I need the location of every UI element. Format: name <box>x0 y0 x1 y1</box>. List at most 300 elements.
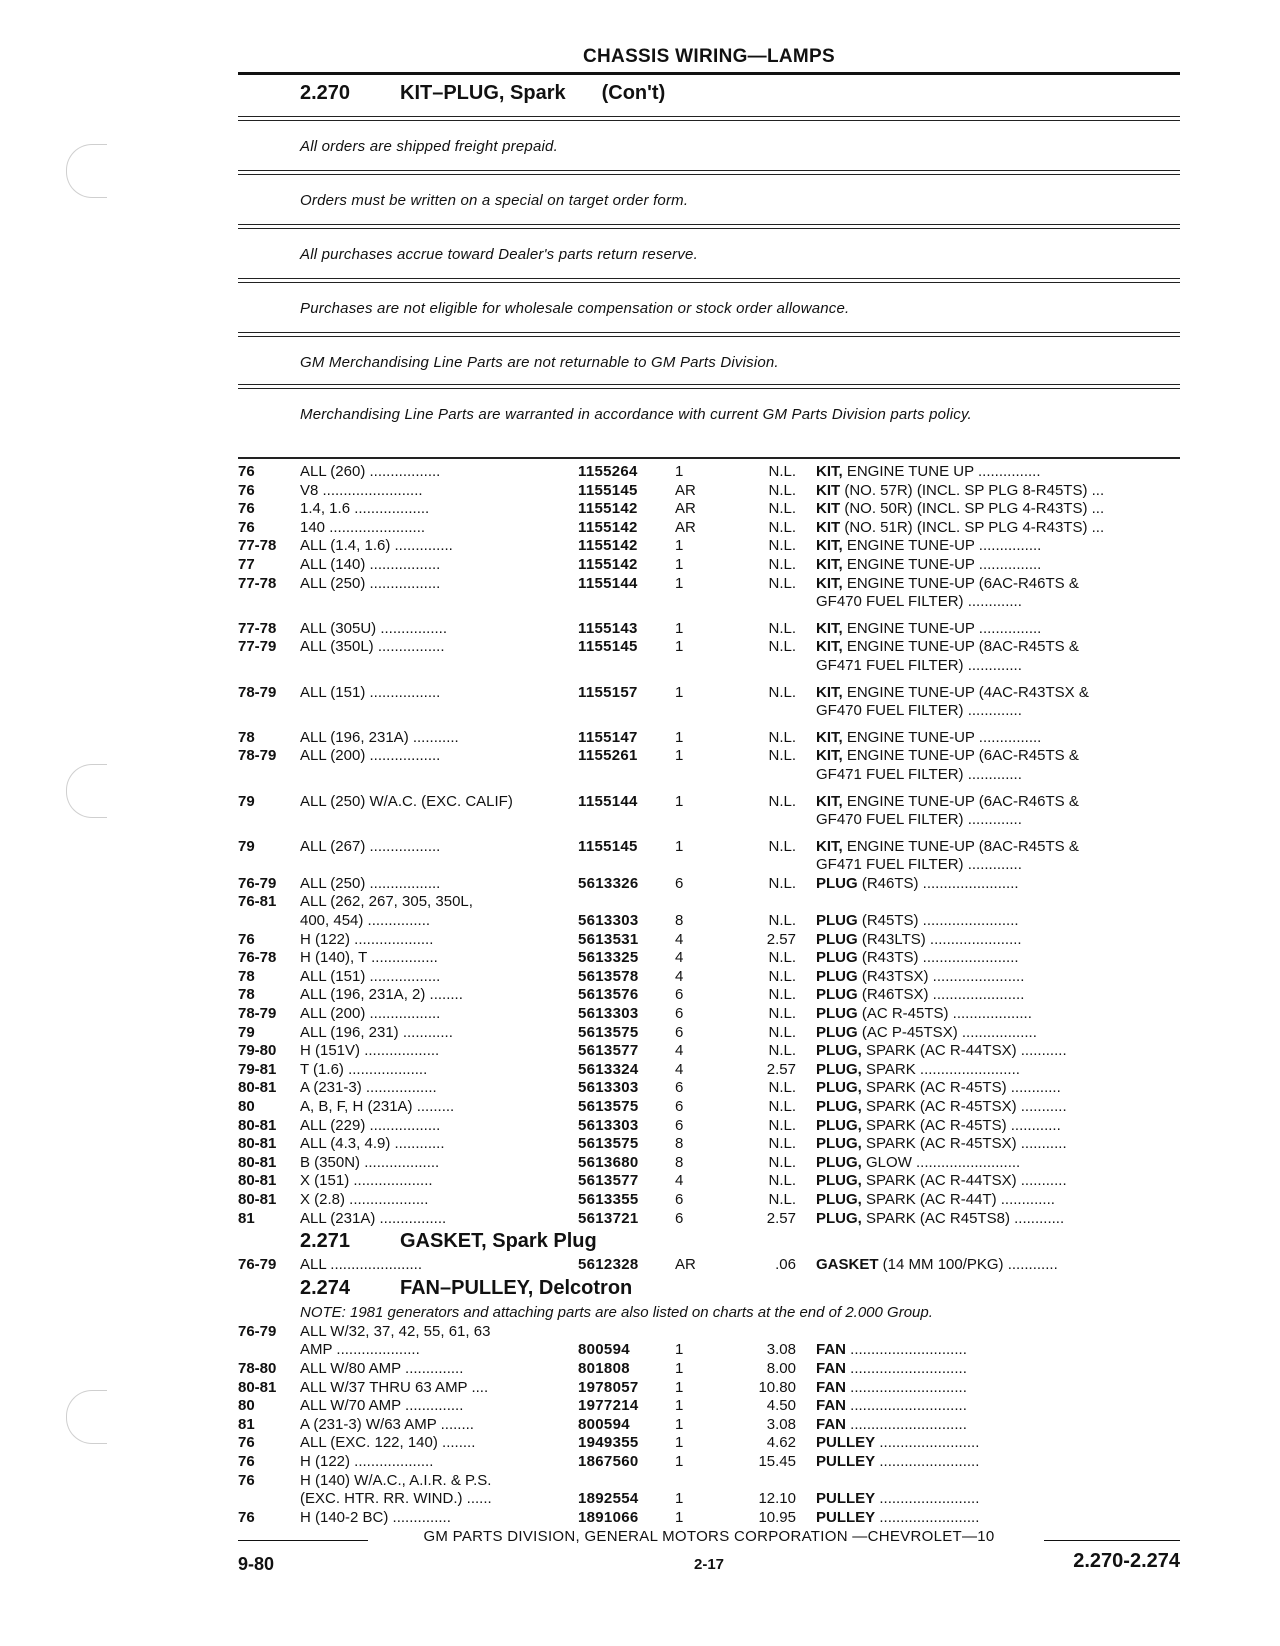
quantity: 1 <box>675 537 684 555</box>
price: N.L. <box>768 574 796 592</box>
description-keyword: PULLEY <box>816 1490 876 1508</box>
description-keyword: PLUG <box>816 1005 858 1023</box>
model-year: 78-79 <box>238 1005 277 1023</box>
price: 2.57 <box>766 1209 796 1227</box>
description-text: ............................ <box>846 1397 967 1415</box>
table-row <box>238 1323 1180 1342</box>
table-row <box>238 482 1180 501</box>
model-year: 76 <box>238 518 255 536</box>
section-title: GASKET, Spark Plug <box>400 1230 597 1253</box>
quantity: 1 <box>675 555 684 573</box>
table-row <box>238 986 1180 1005</box>
parts-table <box>238 463 1180 1527</box>
model-year: 77-79 <box>238 638 277 656</box>
part-number: 5612328 <box>578 1256 639 1274</box>
table-row <box>238 856 1180 875</box>
description-keyword: KIT, <box>816 747 843 765</box>
notice-text: All purchases accrue toward Dealer's parts return reserve. <box>300 246 698 263</box>
description-keyword: FAN <box>816 1341 846 1359</box>
quantity: 1 <box>675 619 684 637</box>
description <box>816 931 1180 950</box>
description-text: GF471 FUEL FILTER) ............. <box>816 656 1022 674</box>
description <box>816 1210 1180 1229</box>
application: X (151) ................... <box>300 1172 433 1190</box>
model-year: 79-80 <box>238 1042 277 1060</box>
notice-rule <box>238 282 1180 283</box>
table-row <box>238 684 1180 703</box>
price: N.L. <box>768 619 796 637</box>
model-year: 78-79 <box>238 747 277 765</box>
description <box>816 1079 1180 1098</box>
quantity: 6 <box>675 1116 684 1134</box>
quantity: 1 <box>675 1397 684 1415</box>
application: ALL (231A) ................ <box>300 1209 447 1227</box>
price: N.L. <box>768 537 796 555</box>
table-row <box>238 1117 1180 1136</box>
table-row <box>238 702 1180 721</box>
description-keyword: KIT, <box>816 683 843 701</box>
binder-hole-bottom <box>66 1390 107 1444</box>
part-number: 5613303 <box>578 912 639 930</box>
quantity: 1 <box>675 463 684 480</box>
application: ALL (EXC. 122, 140) ........ <box>300 1434 476 1452</box>
application: H (140), T ................ <box>300 949 438 967</box>
application: ALL W/37 THRU 63 AMP .... <box>300 1378 489 1396</box>
table-row <box>238 500 1180 519</box>
part-number: 1867560 <box>578 1452 639 1470</box>
application: ALL W/80 AMP .............. <box>300 1359 464 1377</box>
quantity: 4 <box>675 1060 684 1078</box>
price: N.L. <box>768 1135 796 1153</box>
header-rule <box>238 72 1180 75</box>
model-year: 76-79 <box>238 1256 277 1274</box>
description <box>816 838 1180 857</box>
application: ALL (229) ................. <box>300 1116 441 1134</box>
application: ALL (196, 231A) ........... <box>300 728 459 746</box>
part-number: 5613577 <box>578 1042 639 1060</box>
row-gap <box>238 785 1180 793</box>
price: N.L. <box>768 949 796 967</box>
description <box>816 1154 1180 1173</box>
price: 4.62 <box>766 1434 796 1452</box>
part-number: 5613576 <box>578 986 639 1004</box>
table-row <box>238 747 1180 766</box>
quantity: 8 <box>675 1135 684 1153</box>
application: ALL (196, 231) ............ <box>300 1023 453 1041</box>
application: 1.4, 1.6 .................. <box>300 500 430 518</box>
model-year: 76 <box>238 1434 255 1452</box>
description-keyword: KIT, <box>816 792 843 810</box>
description <box>816 729 1180 748</box>
notice-text: All orders are shipped freight prepaid. <box>300 138 558 155</box>
description-text: ENGINE TUNE-UP (8AC-R45TS & <box>842 837 1079 855</box>
description-text: GF471 FUEL FILTER) ............. <box>816 765 1022 783</box>
description-keyword: KIT, <box>816 537 843 555</box>
description <box>816 1360 1180 1379</box>
model-year: 76 <box>238 930 255 948</box>
description-keyword: GASKET <box>816 1256 879 1274</box>
description <box>816 875 1180 894</box>
table-row <box>238 729 1180 748</box>
description-text: GF471 FUEL FILTER) ............. <box>816 856 1022 874</box>
description-keyword: PLUG, <box>816 1060 862 1078</box>
description-keyword: PLUG, <box>816 1098 862 1115</box>
quantity: 6 <box>675 1190 684 1208</box>
quantity: 1 <box>675 1452 684 1470</box>
notice-rule <box>238 120 1180 121</box>
description-text: (R45TS) ....................... <box>857 912 1019 930</box>
model-year: 76-79 <box>238 874 277 892</box>
application: ALL (250) ................. <box>300 574 441 592</box>
description <box>816 1256 1180 1275</box>
price: 3.08 <box>766 1415 796 1433</box>
application: ALL W/70 AMP .............. <box>300 1397 464 1415</box>
description-text: ENGINE TUNE UP ............... <box>842 463 1041 480</box>
description <box>816 1379 1180 1398</box>
model-year: 76 <box>238 1452 255 1470</box>
description <box>816 912 1180 931</box>
model-year: 80 <box>238 1397 255 1415</box>
description-text: ENGINE TUNE-UP (4AC-R43TSX & <box>842 683 1089 701</box>
description-text: SPARK (AC R-45TSX) ........... <box>861 1135 1067 1153</box>
model-year: 78-79 <box>238 683 277 701</box>
notice-rule <box>238 278 1180 279</box>
price: N.L. <box>768 874 796 892</box>
description-keyword: FAN <box>816 1397 846 1415</box>
description-keyword: KIT, <box>816 638 843 656</box>
table-row <box>238 811 1180 830</box>
model-year: 80 <box>238 1098 255 1115</box>
description-text: ENGINE TUNE-UP (6AC-R46TS & <box>842 574 1079 592</box>
application: ALL (1.4, 1.6) .............. <box>300 537 453 555</box>
price: 3.08 <box>766 1341 796 1359</box>
section-title: KIT–PLUG, Spark <box>400 82 566 104</box>
catalog-page <box>238 40 1180 1630</box>
description <box>816 856 1180 875</box>
price: N.L. <box>768 1079 796 1097</box>
table-row <box>238 1098 1180 1117</box>
description-text: SPARK (AC R-44TSX) ........... <box>861 1172 1067 1190</box>
part-number: 5613303 <box>578 1116 639 1134</box>
application: V8 ........................ <box>300 481 423 499</box>
part-number: 1155142 <box>578 537 638 555</box>
price: N.L. <box>768 1172 796 1190</box>
description <box>816 593 1180 612</box>
description-keyword: PULLEY <box>816 1508 876 1526</box>
quantity: 1 <box>675 683 684 701</box>
price: N.L. <box>768 1153 796 1171</box>
table-row <box>238 1416 1180 1435</box>
footer-date: 9-80 <box>238 1554 275 1574</box>
section-number: 2.271 <box>300 1230 351 1253</box>
quantity: 8 <box>675 912 684 930</box>
price: N.L. <box>768 747 796 765</box>
price: 12.10 <box>758 1490 796 1508</box>
application: H (140) W/A.C., A.I.R. & P.S. <box>300 1471 492 1489</box>
table-row <box>238 1005 1180 1024</box>
price: N.L. <box>768 792 796 810</box>
page-title: CHASSIS WIRING—LAMPS <box>583 46 835 67</box>
quantity: 4 <box>675 1172 684 1190</box>
quantity: AR <box>675 500 696 518</box>
quantity: AR <box>675 518 696 536</box>
price: N.L. <box>768 1023 796 1041</box>
description-text: (R43TSX) ...................... <box>857 967 1025 985</box>
part-number: 5613721 <box>578 1209 639 1227</box>
quantity: 1 <box>675 747 684 765</box>
price: N.L. <box>768 1098 796 1115</box>
description-keyword: KIT, <box>816 463 843 480</box>
description-keyword: KIT <box>816 500 841 518</box>
model-year: 76 <box>238 1508 255 1526</box>
description-keyword: KIT, <box>816 837 843 855</box>
description <box>816 537 1180 556</box>
model-year: 76-81 <box>238 893 277 911</box>
part-number: 5613531 <box>578 930 639 948</box>
section-2271-heading <box>238 1228 1180 1256</box>
table-row <box>238 949 1180 968</box>
model-year: 80-81 <box>238 1190 277 1208</box>
model-year: 79 <box>238 792 255 810</box>
quantity: 6 <box>675 1079 684 1097</box>
price: 4.50 <box>766 1397 796 1415</box>
part-number: 5613355 <box>578 1190 639 1208</box>
table-row <box>238 657 1180 676</box>
description-text: GF470 FUEL FILTER) ............. <box>816 702 1022 720</box>
description-keyword: PLUG <box>816 967 858 985</box>
description-text: SPARK (AC R-45TS) ............ <box>861 1079 1061 1097</box>
description-text: (R43LTS) ...................... <box>857 930 1022 948</box>
model-year: 78-80 <box>238 1359 277 1377</box>
notice-rule <box>238 170 1180 171</box>
description-text: ENGINE TUNE-UP (6AC-R45TS & <box>842 747 1079 765</box>
description-text: ............................ <box>846 1341 967 1359</box>
model-year: 80-81 <box>238 1116 277 1134</box>
description-keyword: PLUG, <box>816 1042 862 1060</box>
quantity: AR <box>675 481 696 499</box>
part-number: 1155147 <box>578 728 638 746</box>
description-keyword: PLUG, <box>816 1135 862 1153</box>
model-year: 79 <box>238 837 255 855</box>
description-keyword: PULLEY <box>816 1434 876 1452</box>
part-number: 5613575 <box>578 1023 639 1041</box>
application: AMP .................... <box>300 1341 420 1359</box>
description-keyword: PULLEY <box>816 1452 876 1470</box>
application: X (2.8) ................... <box>300 1190 429 1208</box>
part-number: 5613303 <box>578 1005 639 1023</box>
application: 140 ....................... <box>300 518 426 536</box>
description <box>816 1117 1180 1136</box>
description <box>816 463 1180 482</box>
description <box>816 1042 1180 1061</box>
application: ALL (262, 267, 305, 350L, <box>300 893 473 911</box>
model-year: 76 <box>238 481 255 499</box>
row-gap <box>238 676 1180 684</box>
description <box>816 620 1180 639</box>
quantity: 1 <box>675 574 684 592</box>
model-year: 79-81 <box>238 1060 277 1078</box>
part-number: 5613578 <box>578 967 639 985</box>
table-row <box>238 838 1180 857</box>
price: N.L. <box>768 1005 796 1023</box>
price: N.L. <box>768 500 796 518</box>
description <box>816 1005 1180 1024</box>
table-row <box>238 463 1180 482</box>
description-text: ENGINE TUNE-UP ............... <box>842 555 1042 573</box>
model-year: 78 <box>238 967 255 985</box>
application: ALL (350L) ................ <box>300 638 445 656</box>
description <box>816 1135 1180 1154</box>
price: 8.00 <box>766 1359 796 1377</box>
part-number: 1155261 <box>578 747 638 765</box>
table-row <box>238 1434 1180 1453</box>
description <box>816 968 1180 987</box>
part-number: 1155264 <box>578 463 638 480</box>
description-text: SPARK (AC R-44T) ............. <box>861 1190 1055 1208</box>
description-text: SPARK (AC R-45TSX) ........... <box>861 1098 1067 1115</box>
model-year: 76 <box>238 463 255 480</box>
description-text: (R43TS) ....................... <box>857 949 1019 967</box>
part-number: 5613680 <box>578 1153 639 1171</box>
notice-text: Orders must be written on a special on target order form. <box>300 192 689 209</box>
table-row <box>238 968 1180 987</box>
description <box>816 811 1180 830</box>
model-year: 77-78 <box>238 574 277 592</box>
part-number: 5613326 <box>578 874 639 892</box>
footer-text: GM PARTS DIVISION, GENERAL MOTORS CORPORATION —CHEVROLET—10 <box>423 1528 995 1545</box>
description <box>816 1434 1180 1453</box>
description-keyword: FAN <box>816 1415 846 1433</box>
application: ALL (151) ................. <box>300 683 441 701</box>
price: 10.80 <box>758 1378 796 1396</box>
price: N.L. <box>768 638 796 656</box>
row-gap <box>238 721 1180 729</box>
description <box>816 949 1180 968</box>
part-number: 800594 <box>578 1415 630 1433</box>
description-text: (AC R-45TS) ................... <box>857 1005 1032 1023</box>
description-keyword: PLUG, <box>816 1079 862 1097</box>
table-row <box>238 1172 1180 1191</box>
part-number: 1155142 <box>578 518 638 536</box>
price: 2.57 <box>766 1060 796 1078</box>
section-number: 2.274 <box>300 1276 351 1299</box>
description-keyword: PLUG, <box>816 1153 862 1171</box>
quantity: 1 <box>675 837 684 855</box>
notice-rule <box>238 332 1180 333</box>
price: N.L. <box>768 1190 796 1208</box>
table-row <box>238 1061 1180 1080</box>
description <box>816 500 1180 519</box>
description <box>816 519 1180 538</box>
price: N.L. <box>768 1116 796 1134</box>
application: H (122) ................... <box>300 930 434 948</box>
application: H (122) ................... <box>300 1452 434 1470</box>
description <box>816 1509 1180 1528</box>
table-row <box>238 575 1180 594</box>
description <box>816 556 1180 575</box>
table-row <box>238 931 1180 950</box>
description-text: SPARK (AC R-44TSX) ........... <box>861 1042 1067 1060</box>
table-row <box>238 537 1180 556</box>
quantity: 1 <box>675 1490 684 1508</box>
table-row <box>238 1024 1180 1043</box>
description-text: ........................ <box>875 1508 980 1526</box>
description-text: ............................ <box>846 1415 967 1433</box>
description-text: ............................ <box>846 1378 967 1396</box>
description-keyword: FAN <box>816 1378 846 1396</box>
price: N.L. <box>768 728 796 746</box>
description-text: ENGINE TUNE-UP (8AC-R45TS & <box>842 638 1079 656</box>
application: ALL (260) ................. <box>300 463 441 480</box>
part-number: 1155142 <box>578 555 638 573</box>
quantity: 1 <box>675 638 684 656</box>
description <box>816 1191 1180 1210</box>
quantity: 6 <box>675 986 684 1004</box>
model-year: 80-81 <box>238 1378 277 1396</box>
description <box>816 1397 1180 1416</box>
application: ALL (151) ................. <box>300 967 441 985</box>
quantity: 8 <box>675 1153 684 1171</box>
part-number: 1892554 <box>578 1490 639 1508</box>
part-number: 1155142 <box>578 500 638 518</box>
section-heading <box>300 1277 632 1300</box>
description-text: (R46TS) ....................... <box>857 874 1019 892</box>
description-keyword: KIT, <box>816 574 843 592</box>
table-row <box>238 1154 1180 1173</box>
quantity: AR <box>675 1256 696 1274</box>
price: .06 <box>775 1256 796 1274</box>
price: N.L. <box>768 463 796 480</box>
description-text: GF470 FUEL FILTER) ............. <box>816 811 1022 829</box>
model-year: 79 <box>238 1023 255 1041</box>
description <box>816 1172 1180 1191</box>
application: ALL (250) W/A.C. (EXC. CALIF) <box>300 792 513 810</box>
price: N.L. <box>768 518 796 536</box>
description-keyword: PLUG <box>816 912 858 930</box>
footer-section-range: 2.270-2.274 <box>1073 1550 1180 1572</box>
table-row <box>238 519 1180 538</box>
description-keyword: KIT <box>816 481 841 499</box>
description <box>816 684 1180 703</box>
description-text: (14 MM 100/PKG) ............ <box>878 1256 1058 1274</box>
description-text: ENGINE TUNE-UP ............... <box>842 728 1042 746</box>
description <box>816 766 1180 785</box>
quantity: 4 <box>675 967 684 985</box>
model-year: 78 <box>238 728 255 746</box>
model-year: 76-79 <box>238 1322 277 1340</box>
description <box>816 482 1180 501</box>
notice-rule <box>238 116 1180 117</box>
application: A, B, F, H (231A) ......... <box>300 1098 455 1115</box>
application: ALL (267) ................. <box>300 837 441 855</box>
application: ALL (196, 231A, 2) ........ <box>300 986 463 1004</box>
description-keyword: FAN <box>816 1359 846 1377</box>
price: N.L. <box>768 683 796 701</box>
description <box>816 747 1180 766</box>
quantity: 1 <box>675 1359 684 1377</box>
part-number: 5613325 <box>578 949 639 967</box>
part-number: 5613575 <box>578 1098 639 1115</box>
quantity: 4 <box>675 930 684 948</box>
part-number: 1155145 <box>578 837 638 855</box>
model-year: 76-78 <box>238 949 277 967</box>
description-text: (AC P-45TSX) .................. <box>857 1023 1037 1041</box>
part-number: 1155145 <box>578 481 638 499</box>
quantity: 4 <box>675 1042 684 1060</box>
model-year: 76 <box>238 500 255 518</box>
description <box>816 702 1180 721</box>
description <box>816 1490 1180 1509</box>
